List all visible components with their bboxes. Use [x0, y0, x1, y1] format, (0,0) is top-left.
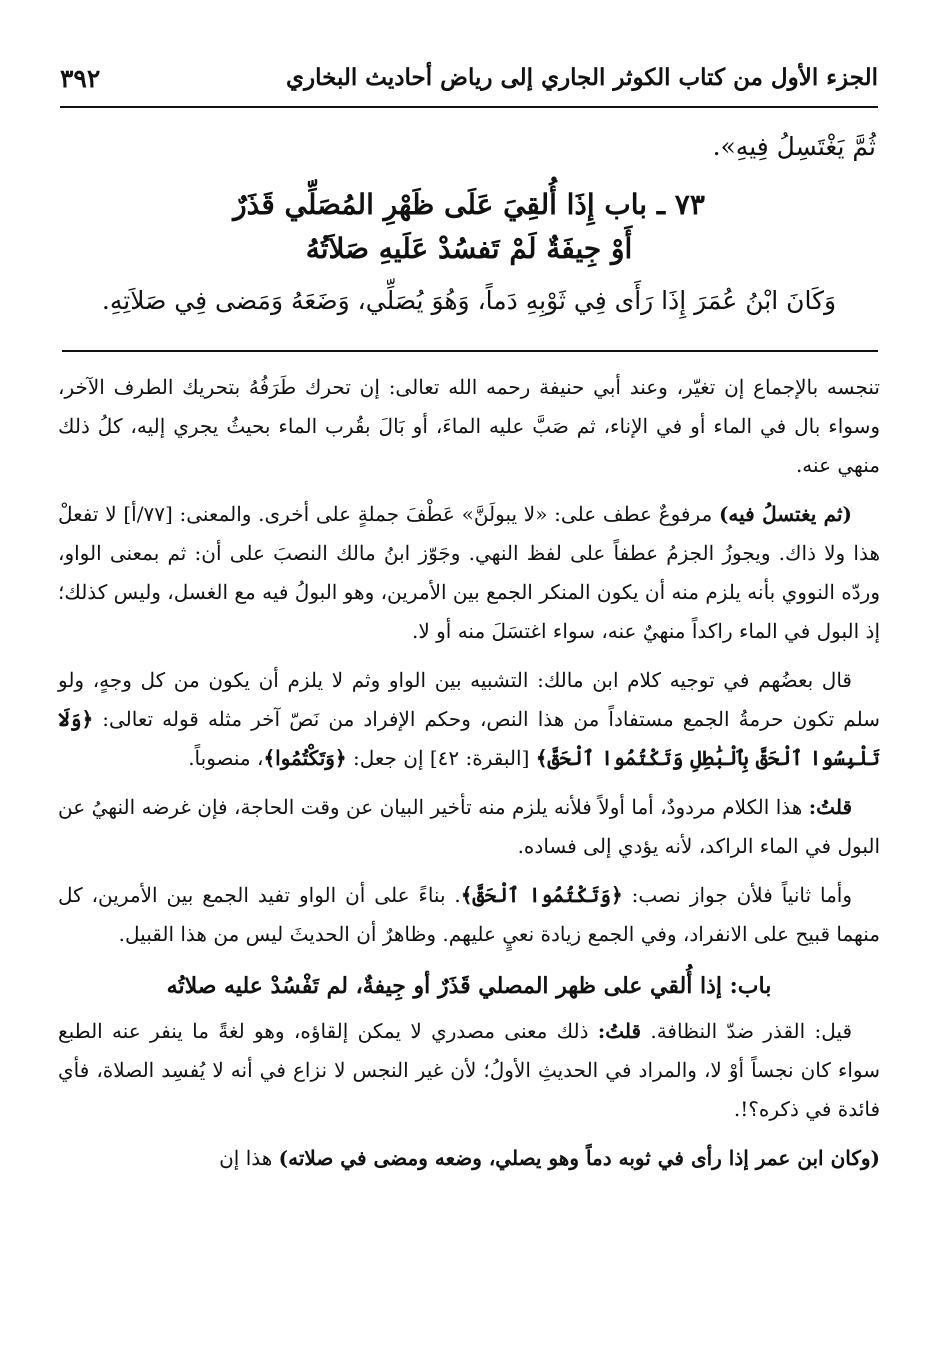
commentary-chapter-heading: باب: إذا أُلقي على ظهر المصلي قَذَرٌ أو جِيفةٌ، لم تَفْسُدْ عليه صلاتُه [166, 973, 772, 999]
verse-reference: [البقرة: ٤٢] إن جعل: [346, 746, 536, 770]
quran-verse: ﴿وَتَكْتُمُوا ٱلْحَقَّ﴾ [460, 883, 623, 907]
commentary-paragraph-1: تنجسه بالإجماع إن تغيّر، وعند أبي حنيفة رحمه الله تعالى: إن تحرك طَرَفُهُ بتحريك الطرف الآخر، وسواء بال في الماء أو في الإناء، ثم صَبَّ عليه الماءَ، أو بَالَ بقُرب الماء بحيثُ يجري إليه، كلُ ذلك منهي عنه. [58, 375, 880, 477]
quran-verse: ﴿وَلَا تَلْبِسُوا ٱلْحَقَّ بِٱلْبَٰطِلِ وَتَكْتُمُوا ٱلْحَقَّ﴾ [58, 707, 880, 770]
commentary-paragraph-2 [58, 495, 880, 651]
quoted-phrase: (ثم يغتسلُ فيه) [718, 502, 852, 526]
running-title: الجزء الأول من كتاب الكوثر الجاري إلى رياض أحاديث البخاري [286, 64, 878, 91]
paragraph-text: قيل: القذر ضدّ النظافة. [641, 1019, 853, 1043]
paragraph-text: ذلك معنى مصدري لا يمكن إلقاؤه، وهو لغةً ما ينفر عنه الطبع سواء كان نجساً أوْ لا، والمراد في الحديثِ الأولُ؛ لأن غير النجس لا نزاع في أنه لا يُفسِد الصلاة، فأي فائدة في ذكره؟!. [58, 1019, 880, 1121]
paragraph-text: مرفوعٌ عطف على: «لا يبولَنَّ» عَطْفَ جملةٍ على أخرى. والمعنى: [٧٧/أ] لا تفعلْ هذا ولا ذاك. ويجوزُ الجزمُ عطفاً على لفظ النهي. وجَوّز ابنُ مالك النصبَ على أن: ثم بمعنى الواو، وردّه النووي بأنه يلزم منه أن يكون المنكر الجمع بين الأمرين، وهو البولُ فيه مع الغسل، وليس كذلك؛ إذ البول في الماء راكداً منهيٌ عنه، سواء اغتسَلَ منه أو لا. [57, 502, 880, 643]
paragraph-text: وأما ثانياً فلأن جواز نصب: [622, 883, 853, 907]
author-remark-label: قلتُ: [808, 795, 852, 819]
commentary [58, 368, 880, 1188]
author-remark-label: قلتُ: [597, 1019, 642, 1043]
commentary-paragraph-7 [58, 1139, 880, 1178]
commentary-paragraph-6 [58, 1012, 880, 1129]
paragraph-text: قال بعضُهم في توجيه كلام ابن مالك: التشبيه بين الواو وثم لا يلزم أن يكون من كل وجهٍ، ولو سلم تكون حرمةُ الجمع مستفاداً من هذا النص، وحكم الإفراد من نَصّ آخر مثله قوله تعالى: [58, 668, 880, 731]
paragraph-text: هذا إن [219, 1146, 279, 1170]
commentary-paragraph-4 [58, 788, 880, 866]
paragraph-text: ، منصوباً. [188, 746, 264, 770]
running-header [60, 62, 878, 108]
quran-word: ﴿وَتَكْتُمُوا﴾ [263, 746, 347, 770]
chapter-title-line-1: ٧٣ ـ باب إِذَا أُلقِيَ عَلَى ظَهْرِ المُصَلِّي قَذَرٌ [233, 188, 705, 221]
paragraph-text: . بناءً على أن الواو تفيد الجمع بين الأمرين، كل منهما قبيح على الانفراد، وفي الجمع زيادة نعيٍ عليهم. وظاهرٌ أن الحديثَ ليس من هذا القبيل. [58, 883, 880, 946]
quoted-phrase: (وكان ابن عمر إذا رأى في ثوبه دماً وهو يصلي، وضعه ومضى في صلاته) [278, 1146, 880, 1170]
commentary-paragraph-5 [58, 876, 880, 954]
separator-line [62, 350, 878, 352]
page-number: ٣٩٢ [60, 64, 101, 93]
commentary-paragraph-3 [58, 661, 880, 778]
chapter-title-line-2: أَوْ جِيفَةٌ لَمْ تَفسُدْ عَلَيهِ صَلاَتُهُ [305, 232, 633, 265]
previous-hadith-ending: ثُمَّ يَغْتَسِلُ فِيهِ». [712, 132, 876, 161]
hadith-text: وَكَانَ ابْنُ عُمَرَ إِذَا رَأَى فِي ثَوْبِهِ دَماً، وَهُوَ يُصَلِّي، وَضَعَهُ وَمَضى فِي صَلاَتِهِ. [101, 286, 837, 315]
paragraph-text: هذا الكلام مردودٌ، أما أولاً فلأنه يلزم منه تأخير البيان عن وقت الحاجة، فإن غرضه النهيُ عن البول في الماء الراكد، لأنه يؤدي إلى فساده. [58, 795, 880, 858]
